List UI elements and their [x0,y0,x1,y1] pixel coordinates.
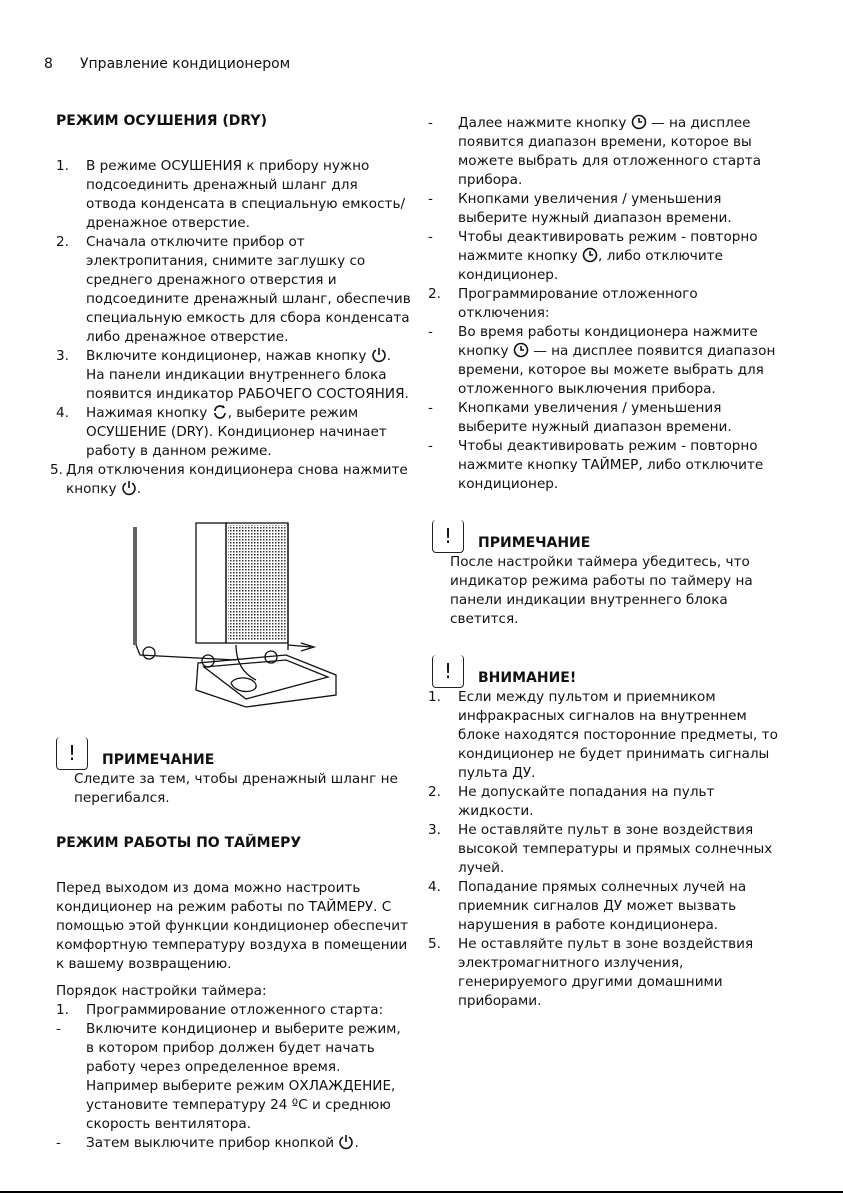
note-2-header [432,520,783,553]
timer-step-2: 2. Программирование отложенного отключения: [428,286,698,321]
timer-right-2: - Кнопками увеличения / уменьшения выберите нужный диапазон времени. [428,191,732,226]
dry-mode-title: РЕЖИМ ОСУШЕНИЯ (DRY) [56,113,267,129]
timer-mode-title: РЕЖИМ РАБОТЫ ПО ТАЙМЕРУ [56,835,302,851]
drain-hose-illustration [86,515,386,715]
mode-icon [212,404,228,420]
clock-icon [631,114,647,130]
dry-item-1: 1. В режиме ОСУШЕНИЯ к прибору нужно подсоединить дренажный шланг для отвода конденсата в специальную емкость/ дренажное отверстие. [56,158,406,231]
timer-step-1-off: - Затем выключите прибор кнопкой . [56,1135,359,1151]
attention-item-4: 4. Попадание прямых солнечных лучей на приемник сигналов ДУ может вызвать нарушения в работе кондиционера. [428,879,747,933]
dry-item-2: 2. Сначала отключите прибор от электропитания, снимите заглушку со среднего дренажного отверстия и подсоедините дренажный шланг, обеспечив специальную емкость для сбора конденсата либо дренажное отверстие. [56,234,411,345]
timer-step-1-item: - Включите кондиционер и выберите режим, в котором прибор должен будет начать работу через определенное время. Например выберите режим ОХЛАЖДЕНИЕ, установите температуру 24 ºC и среднюю скорость вентилятора. [56,1021,401,1132]
timer-order: Порядок настройки таймера: [56,983,267,999]
attention-item-3: 3. Не оставляйте пульт в зоне воздействия высокой температуры и прямых солнечных лучей. [428,822,773,876]
attention-header [432,655,783,688]
page-header [44,56,290,72]
clock-icon [582,247,598,263]
timer-right-3: - Чтобы деактивировать режим - повторно нажмите кнопку , либо отключите кондиционер. [428,229,758,283]
timer-step-1: 1. Программирование отложенного старта: [56,1002,384,1018]
note-1-text: Следите за тем, чтобы дренажный шланг не перегибался. [74,771,398,806]
attention-item-5: 5. Не оставляйте пульт в зоне воздействия электромагнитного излучения, генерируемого другими домашними приборами. [428,936,754,1009]
clock-icon [513,342,529,358]
timer-right-4: - Во время работы кондиционера нажмите кнопку — на дисплее появится диапазон времени, которое вы можете выбрать для отложенного выключения прибора. [428,324,776,397]
dry-item-3: 3. Включите кондиционер, нажав кнопку . На панели индикации внутреннего блока появится индикатор РАБОЧЕГО СОСТОЯНИЯ. [56,348,409,402]
dry-item-5: 5. Для отключения кондиционера снова нажмите кнопку . [50,462,408,497]
note-1-header [56,737,411,770]
timer-right-1: - Далее нажмите кнопку — на дисплее появится диапазон времени, которое вы можете выбрать для отложенного старта прибора. [428,115,762,188]
exclamation-icon: ! [432,655,464,688]
note-1-title: ПРИМЕЧАНИЕ [102,752,215,768]
exclamation-icon: ! [432,520,464,553]
power-icon [338,1134,354,1150]
right-column [428,114,783,1011]
power-icon [121,480,137,496]
timer-right-6: - Чтобы деактивировать режим - повторно нажмите кнопку ТАЙМЕР, либо отключите кондиционер. [428,438,764,492]
attention-item-1: 1. Если между пультом и приемником инфракрасных сигналов на внутреннем блоке находятся посторонние предметы, то кондиционер не будет принимать сигналы пульта ДУ. [428,689,778,781]
note-2-text: После настройки таймера убедитесь, что индикатор режима работы по таймеру на панели индикации внутреннего блока светится. [450,554,753,627]
note-2-title: ПРИМЕЧАНИЕ [478,535,591,551]
left-column [50,112,411,1153]
timer-intro: Перед выходом из дома можно настроить кондиционер на режим работы по ТАЙМЕРУ. С помощью этой функции кондиционер обеспечит комфортную температуру воздуха в помещении к вашему возвращению. [56,880,409,972]
attention-title: ВНИМАНИЕ! [478,670,577,686]
timer-right-5: - Кнопками увеличения / уменьшения выберите нужный диапазон времени. [428,400,732,435]
exclamation-icon: ! [56,737,88,770]
section-title: Управление кондиционером [80,56,291,72]
power-icon [371,347,387,363]
attention-item-2: 2. Не допускайте попадания на пульт жидкости. [428,784,715,819]
page-number: 8 [44,56,53,72]
dry-item-4: 4. Нажимая кнопку , выберите режим ОСУШЕНИЕ (DRY). Кондиционер начинает работу в данном режиме. [56,405,387,459]
